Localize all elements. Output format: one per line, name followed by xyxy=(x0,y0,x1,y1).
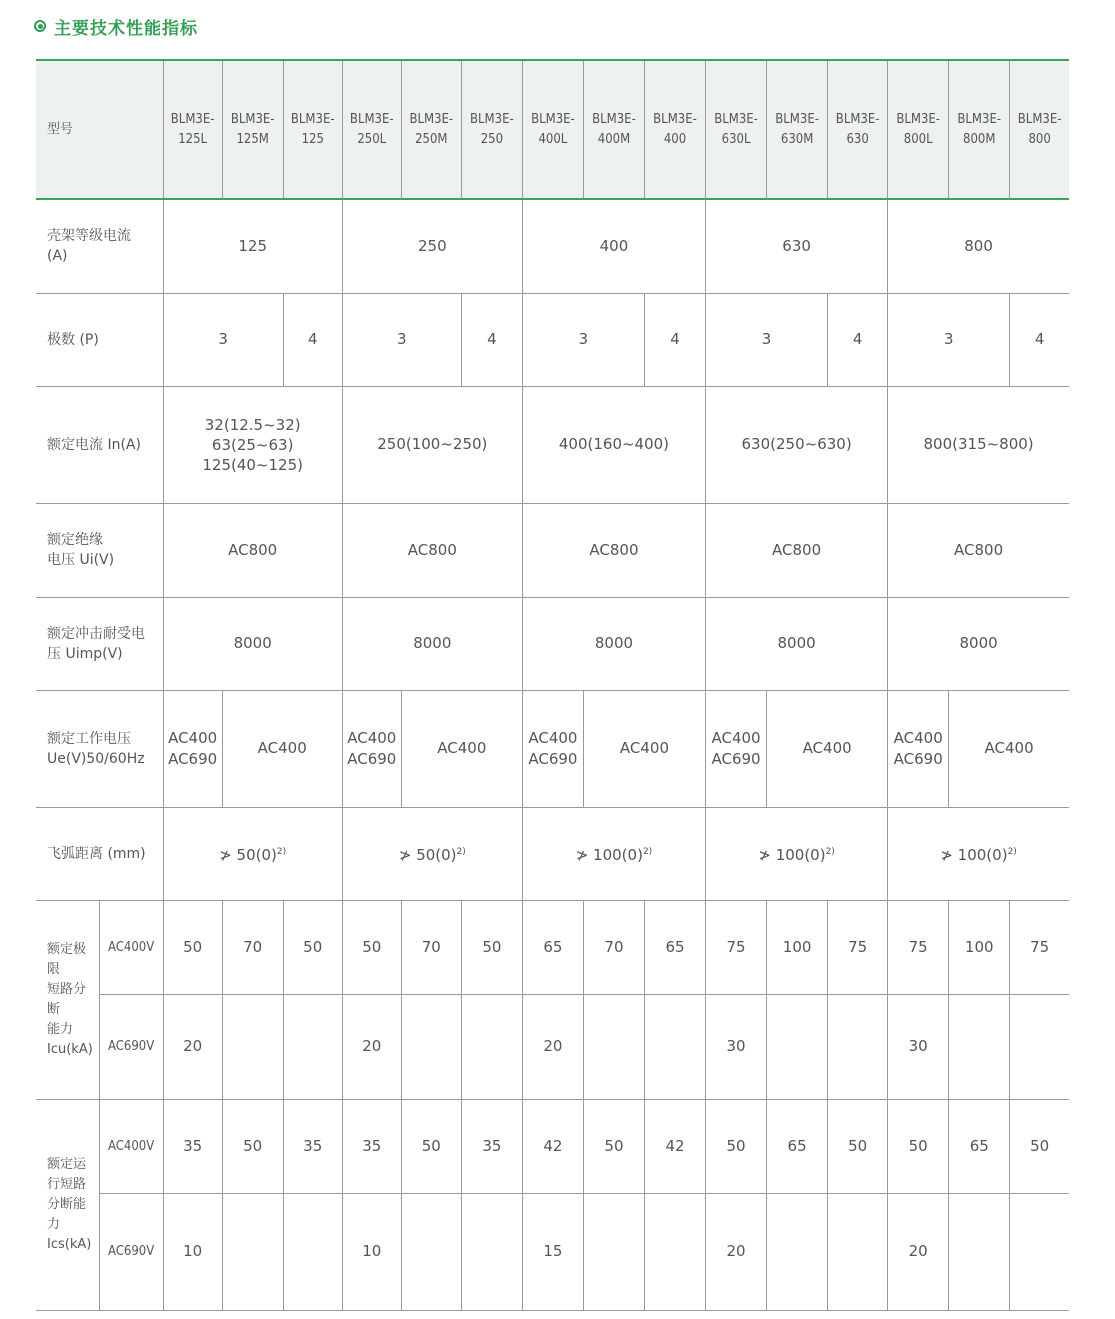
value-cell: 42 xyxy=(522,1099,583,1193)
value-cell: 75 xyxy=(706,900,767,994)
value-cell: 3 xyxy=(342,293,461,386)
value-cell: AC800 xyxy=(163,503,342,597)
value-cell: ≯ $50(0)^{2)}$ xyxy=(163,807,342,900)
empty-cell xyxy=(583,1193,644,1310)
insulation-voltage-label: 额定绝缘 电压 Ui(V) xyxy=(36,503,163,597)
value-cell: 8000 xyxy=(706,597,888,690)
value-cell: 42 xyxy=(644,1099,705,1193)
empty-cell xyxy=(401,994,461,1099)
value-cell: 65 xyxy=(949,1099,1010,1193)
value-cell: 50 xyxy=(461,900,522,994)
model-cell: BLM3E- 400M xyxy=(583,60,644,199)
ics-ac400-row xyxy=(36,1099,1069,1193)
value-cell: 70 xyxy=(583,900,644,994)
value-cell: AC800 xyxy=(706,503,888,597)
dual-voltage-cell: AC400 AC690 xyxy=(163,690,222,807)
value-cell: 4 xyxy=(1010,293,1069,386)
value-cell: 50 xyxy=(163,900,222,994)
value-cell: ≯ $100(0)^{2)}$ xyxy=(888,807,1069,900)
value-cell: 4 xyxy=(644,293,705,386)
value-cell: 8000 xyxy=(163,597,342,690)
empty-cell xyxy=(644,1193,705,1310)
icu-ac400-row xyxy=(36,900,1069,994)
value-cell: 8000 xyxy=(342,597,522,690)
empty-cell xyxy=(767,994,828,1099)
value-cell: AC400 xyxy=(949,690,1069,807)
value-cell: 3 xyxy=(888,293,1010,386)
model-cell: BLM3E- 630L xyxy=(706,60,767,199)
value-cell: 8000 xyxy=(522,597,705,690)
value-cell: 75 xyxy=(1010,900,1069,994)
value-cell: 10 xyxy=(342,1193,401,1310)
value-cell: 50 xyxy=(222,1099,283,1193)
rated-current-row xyxy=(36,386,1069,503)
empty-cell xyxy=(767,1193,828,1310)
value-cell: AC800 xyxy=(522,503,705,597)
value-cell: 70 xyxy=(401,900,461,994)
ics-label: 额定运 行短路 分断能 力 Ics(kA) xyxy=(36,1099,99,1310)
empty-cell xyxy=(461,994,522,1099)
value-cell: 75 xyxy=(828,900,888,994)
model-cell: BLM3E- 630M xyxy=(767,60,828,199)
value-cell: ≯ $100(0)^{2)}$ xyxy=(522,807,705,900)
ac400v-label: AC400V xyxy=(99,900,163,994)
value-cell: 3 xyxy=(522,293,644,386)
empty-cell xyxy=(949,994,1010,1099)
ac690v-label: AC690V xyxy=(99,1193,163,1310)
model-cell: BLM3E- 250 xyxy=(461,60,522,199)
value-cell: 3 xyxy=(163,293,283,386)
value-cell: 30 xyxy=(888,994,949,1099)
value-cell: AC400 xyxy=(583,690,705,807)
value-cell: AC400 xyxy=(401,690,522,807)
operating-voltage-row xyxy=(36,690,1069,807)
value-cell: 800 xyxy=(888,199,1069,293)
empty-cell xyxy=(828,1193,888,1310)
value-cell: 50 xyxy=(706,1099,767,1193)
model-cell: BLM3E- 630 xyxy=(828,60,888,199)
value-cell: 630 xyxy=(706,199,888,293)
empty-cell xyxy=(644,994,705,1099)
empty-cell xyxy=(283,994,342,1099)
value-cell: 65 xyxy=(522,900,583,994)
value-cell: 30 xyxy=(706,994,767,1099)
value-cell: 4 xyxy=(828,293,888,386)
frame-current-label: 壳架等级电流 (A) xyxy=(36,199,163,293)
value-cell: ≯ $100(0)^{2)}$ xyxy=(706,807,888,900)
model-cell: BLM3E- 400L xyxy=(522,60,583,199)
model-row xyxy=(36,60,1069,199)
model-cell: BLM3E- 800 xyxy=(1010,60,1069,199)
frame-current-row xyxy=(36,199,1069,293)
value-cell: AC800 xyxy=(888,503,1069,597)
ac690v-label: AC690V xyxy=(99,994,163,1099)
value-cell: 65 xyxy=(767,1099,828,1193)
empty-cell xyxy=(222,994,283,1099)
value-cell: 20 xyxy=(888,1193,949,1310)
model-cell: BLM3E- 250L xyxy=(342,60,401,199)
icu-label: 额定极限 短路分断 能力 Icu(kA) xyxy=(36,900,99,1099)
dual-voltage-cell: AC400 AC690 xyxy=(888,690,949,807)
value-cell: 4 xyxy=(283,293,342,386)
value-cell: 50 xyxy=(828,1099,888,1193)
empty-cell xyxy=(401,1193,461,1310)
dual-voltage-cell: AC400 AC690 xyxy=(706,690,767,807)
value-cell: 20 xyxy=(706,1193,767,1310)
poles-label: 极数 (P) xyxy=(36,293,163,386)
model-cell: BLM3E- 125 xyxy=(283,60,342,199)
value-cell: 20 xyxy=(163,994,222,1099)
value-cell: 70 xyxy=(222,900,283,994)
value-cell: 100 xyxy=(767,900,828,994)
empty-cell xyxy=(583,994,644,1099)
value-cell: 65 xyxy=(644,900,705,994)
operating-voltage-label: 额定工作电压 Ue(V)50/60Hz xyxy=(36,690,163,807)
value-cell: 50 xyxy=(888,1099,949,1193)
empty-cell xyxy=(283,1193,342,1310)
value-cell: 50 xyxy=(342,900,401,994)
value-cell: 125 xyxy=(163,199,342,293)
section-title: 主要技术性能指标 xyxy=(54,18,198,39)
rated-current-label: 额定电流 In(A) xyxy=(36,386,163,503)
value-cell: 32(12.5~32) 63(25~63) 125(40~125) xyxy=(163,386,342,503)
model-label: 型号 xyxy=(36,60,163,199)
value-cell: 50 xyxy=(401,1099,461,1193)
value-cell: 400 xyxy=(522,199,705,293)
value-cell: 250(100~250) xyxy=(342,386,522,503)
empty-cell xyxy=(828,994,888,1099)
circle-dot-icon xyxy=(34,20,46,32)
model-cell: BLM3E- 125L xyxy=(163,60,222,199)
poles-row xyxy=(36,293,1069,386)
model-cell: BLM3E- 800M xyxy=(949,60,1010,199)
value-cell: 50 xyxy=(1010,1099,1069,1193)
ics-ac690-row xyxy=(36,1193,1069,1310)
empty-cell xyxy=(949,1193,1010,1310)
model-cell: BLM3E- 250M xyxy=(401,60,461,199)
value-cell: 20 xyxy=(342,994,401,1099)
value-cell: 20 xyxy=(522,994,583,1099)
empty-cell xyxy=(1010,994,1069,1099)
value-cell: AC800 xyxy=(342,503,522,597)
arc-distance-label: 飞弧距离 (mm) xyxy=(36,807,163,900)
value-cell: 100 xyxy=(949,900,1010,994)
dual-voltage-cell: AC400 AC690 xyxy=(342,690,401,807)
value-cell: 35 xyxy=(283,1099,342,1193)
value-cell: ≯ $50(0)^{2)}$ xyxy=(342,807,522,900)
impulse-voltage-label: 额定冲击耐受电 压 Uimp(V) xyxy=(36,597,163,690)
value-cell: 35 xyxy=(461,1099,522,1193)
spec-table xyxy=(36,59,1069,1311)
value-cell: AC400 xyxy=(767,690,888,807)
value-cell: 400(160~400) xyxy=(522,386,705,503)
value-cell: 630(250~630) xyxy=(706,386,888,503)
value-cell: 35 xyxy=(163,1099,222,1193)
arc-distance-row xyxy=(36,807,1069,900)
value-cell: 10 xyxy=(163,1193,222,1310)
value-cell: 50 xyxy=(283,900,342,994)
value-cell: 8000 xyxy=(888,597,1069,690)
ac400v-label: AC400V xyxy=(99,1099,163,1193)
empty-cell xyxy=(461,1193,522,1310)
value-cell: 35 xyxy=(342,1099,401,1193)
icu-ac690-row xyxy=(36,994,1069,1099)
value-cell: 800(315~800) xyxy=(888,386,1069,503)
dual-voltage-cell: AC400 AC690 xyxy=(522,690,583,807)
value-cell: 15 xyxy=(522,1193,583,1310)
value-cell: 4 xyxy=(461,293,522,386)
value-cell: 75 xyxy=(888,900,949,994)
value-cell: 250 xyxy=(342,199,522,293)
value-cell: 3 xyxy=(706,293,828,386)
empty-cell xyxy=(1010,1193,1069,1310)
model-cell: BLM3E- 400 xyxy=(644,60,705,199)
model-cell: BLM3E- 800L xyxy=(888,60,949,199)
value-cell: 50 xyxy=(583,1099,644,1193)
section-heading xyxy=(34,12,198,40)
value-cell: AC400 xyxy=(222,690,342,807)
model-cell: BLM3E- 125M xyxy=(222,60,283,199)
empty-cell xyxy=(222,1193,283,1310)
impulse-voltage-row xyxy=(36,597,1069,690)
insulation-voltage-row xyxy=(36,503,1069,597)
